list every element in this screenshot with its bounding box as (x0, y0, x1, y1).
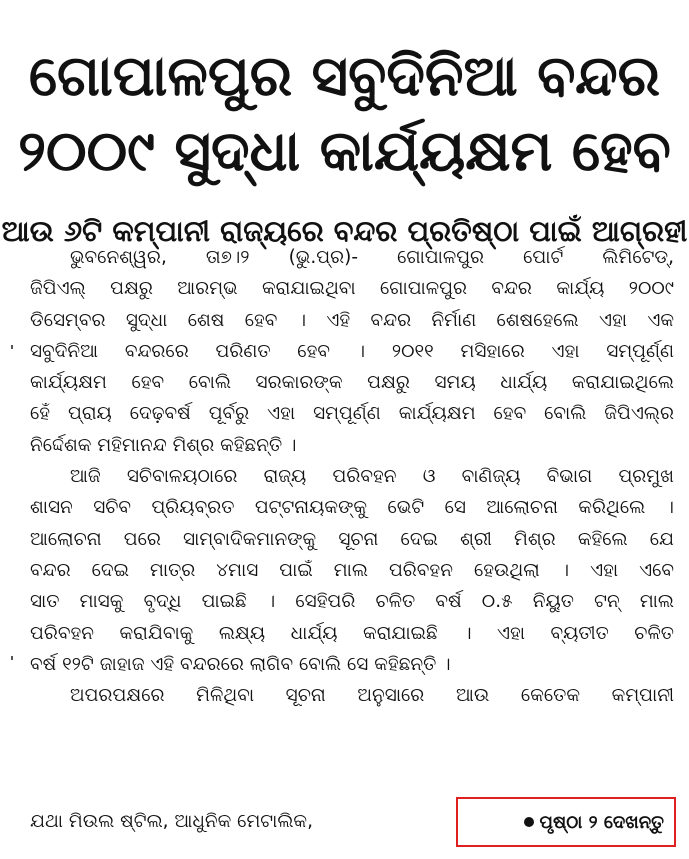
body-line: ଶାସନ ସଚିବ ପ୍ରିୟବ୍ରତ ପଟ୍ଟନାୟକଙ୍କୁ ଭେଟି ସେ ଆଲୋଚନା କରିଥିଲେ । (30, 497, 674, 519)
body-line: ଆଲୋଚନା ପରେ ସାମ୍ବାଦିକମାନଙ୍କୁ ସୂଚନା ଦେଇ ଶ୍ରୀ ମିଶ୍ର କହିଲେ ଯେ (30, 528, 674, 550)
bullet-icon (524, 817, 534, 827)
subheadline: ଆଉ ୬ଟି କମ୍ପାନୀ ରାଜ୍ୟରେ ବନ୍ଦର ପ୍ରତିଷ୍ଠା ପାଇଁ ଆଗ୍ରହୀ (1, 214, 688, 248)
body-line: ଅପରପକ୍ଷରେ ମିଳିଥିବା ସୂଚନା ଅନୁସାରେ ଆଉ କେତେକ କମ୍ପାନୀ (70, 685, 674, 707)
body-line: ପରିବହନ କରାଯିବାକୁ ଲକ୍ଷ୍ୟ ଧାର୍ଯ୍ୟ କରାଯାଇଛି । ଏହା ବ୍ୟତୀତ ଚଳିତ (30, 622, 674, 644)
continued-on-page-box[interactable] (456, 797, 676, 847)
headline-line-1: ଗୋପାଳପୁର ସବୁଦିନିଆ ବନ୍ଦର (28, 44, 661, 109)
body-line: ସବୁଦିନିଆ ବନ୍ଦରରେ ପରିଣତ ହେବ । ୨୦୧୧ ମସିହାରେ ଏହା ସମ୍ପୂର୍ଣ୍ଣ (30, 340, 674, 362)
body-line: ଡିସେମ୍ବର ସୁଦ୍ଧା ଶେଷ ହେବ । ଏହି ବନ୍ଦର ନିର୍ମାଣ ଶେଷହେଲେ ଏହା ଏକ (30, 309, 674, 331)
body-line: ଆଜି ସଚିବାଳୟଠାରେ ରାଜ୍ୟ ପରିବହନ ଓ ବାଣିଜ୍ୟ ବିଭାଗ ପ୍ରମୁଖ (70, 466, 674, 488)
body-line: ନିର୍ଦ୍ଦେଶକ ମହିମାନନ୍ଦ ମିଶ୍ର କହିଛନ୍ତି । (30, 434, 297, 456)
body-line: ଭୁବନେଶ୍ୱର, ତା୭।୨ (ଭୁ.ପ୍ର)- ଗୋପାଳପୁର ପୋର୍ଟ ଲିମିଟେଡ୍, (70, 247, 674, 268)
continuation-label: ପୃଷ୍ଠା ୨ ଦେଖନ୍ତୁ (539, 811, 664, 833)
body-line: କାର୍ଯ୍ୟକ୍ଷମ ହେବ ବୋଲି ସରକାରଙ୍କ ପକ୍ଷରୁ ସମୟ ଧାର୍ଯ୍ୟ କରାଯାଇଥିଲେ (30, 372, 674, 394)
body-line: ବନ୍ଦର ଦେଇ ମାତ୍ର ୪ମାସ ପାଇଁ ମାଲ ପରିବହନ ହେଉଥିଲା । ଏହା ଏବେ (30, 559, 674, 581)
headline-line-2: ୨୦୦୯ ସୁଦ୍ଧା କାର୍ଯ୍ୟକ୍ଷମ ହେବ (18, 119, 671, 184)
body-last-line: ଯଥା ମିଉଲ ଷ୍ଟିଲ, ଆଧୁନିକ ମେଟାଲିକ, (30, 811, 313, 832)
margin-mark (11, 345, 13, 349)
body-line: ବର୍ଷ ୧୨ଟି ଜାହାଜ ଏହି ବନ୍ଦରରେ ଲାଗିବ ବୋଲି ସେ କହିଛନ୍ତି । (30, 653, 451, 675)
margin-mark (11, 656, 13, 660)
body-line: ଜିପିଏଲ୍ ପକ୍ଷରୁ ଆରମ୍ଭ କରାଯାଇଥିବା ଗୋପାଳପୁର ବନ୍ଦର କାର୍ଯ୍ୟ ୨୦୦୯ (30, 278, 674, 300)
article-body (30, 242, 674, 711)
body-line: ସାତ ମାସକୁ ବୃଦ୍ଧି ପାଇଛି । ସେହିପରି ଚଳିତ ବର୍ଷ ୦.୫ ନିୟୁତ ଟନ୍ ମାଲ (30, 591, 674, 613)
body-line: ହେଁ ପ୍ରାୟ ଦେଢ଼ବର୍ଷ ପୂର୍ବରୁ ଏହା ସମ୍ପୂର୍ଣ୍ଣ କାର୍ଯ୍ୟକ୍ଷମ ହେବ ବୋଲି ଜିପିଏଲ୍‌ର (30, 403, 674, 425)
